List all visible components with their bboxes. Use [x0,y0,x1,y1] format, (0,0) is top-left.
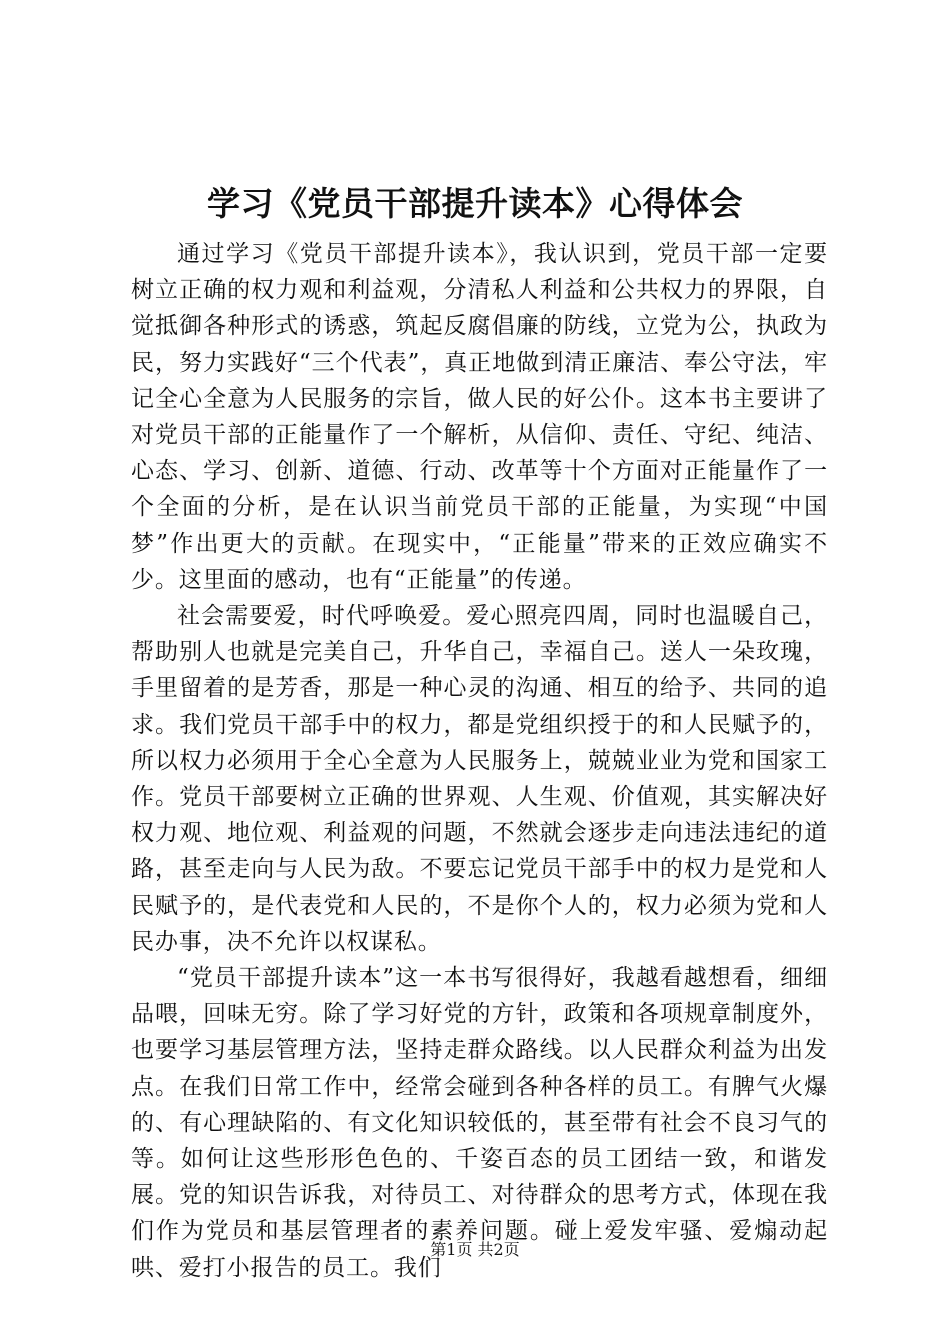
paragraph-1: 通过学习《党员干部提升读本》，我认识到，党员干部一定要树立正确的权力观和利益观，分清私人利益和公共权力的界限，自觉抵御各种形式的诱惑，筑起反腐倡廉的防线，立党为公，执政为民，努力实践好“三个代表”，真正地做到清正廉洁、奉公守法，牢记全心全意为人民服务的宗旨，做人民的好公仆。这本书主要讲了对党员干部的正能量作了一个解析，从信仰、责任、守纪、纯洁、心态、学习、创新、道德、行动、改革等十个方面对正能量作了一个全面的分析，是在认识当前党员干部的正能量，为实现“中国梦”作出更大的贡献。在现实中，“正能量”带来的正效应确实不少。这里面的感动，也有“正能量”的传递。 [131,241,828,593]
document-body [131,236,828,1286]
paragraph-2: 社会需要爱，时代呼唤爱。爱心照亮四周，同时也温暖自己，帮助别人也就是完美自己，升华自己，幸福自己。送人一朵玫瑰，手里留着的是芳香，那是一种心灵的沟通、相互的给予、共同的追求。我们党员干部手中的权力，都是党组织授于的和人民赋予的，所以权力必须用于全心全意为人民服务上，兢兢业业为党和国家工作。党员干部要树立正确的世界观、人生观、价值观，其实解决好权力观、地位观、利益观的问题，不然就会逐步走向违法违纪的道路，甚至走向与人民为敌。不要忘记党员干部手中的权力是党和人民赋予的，是代表党和人民的，不是你个人的，权力必须为党和人民办事，决不允许以权谋私。 [131,603,828,955]
page-number-label: 第1页 共2页 [430,1240,520,1259]
paragraph-3: “党员干部提升读本”这一本书写很得好，我越看越想看，细细品喂，回味无穷。除了学习好党的方针，政策和各项规章制度外，也要学习基层管理方法，坚持走群众路线。以人民群众利益为出发点。在我们日常工作中，经常会碰到各种各样的员工。有脾气火爆的、有心理缺陷的、有文化知识较低的，甚至带有社会不良习气的等。如何让这些形形色色的、千姿百态的员工团结一致，和谐发展。党的知识告诉我，对待员工、对待群众的思考方式，体现在我们作为党员和基层管理者的素养问题。碰上爱发牢骚、爱煽动起哄、爱打小报告的员工。我们 [131,965,828,1281]
document-title: 学习《党员干部提升读本》心得体会 [207,184,743,223]
page-footer [0,1240,950,1260]
